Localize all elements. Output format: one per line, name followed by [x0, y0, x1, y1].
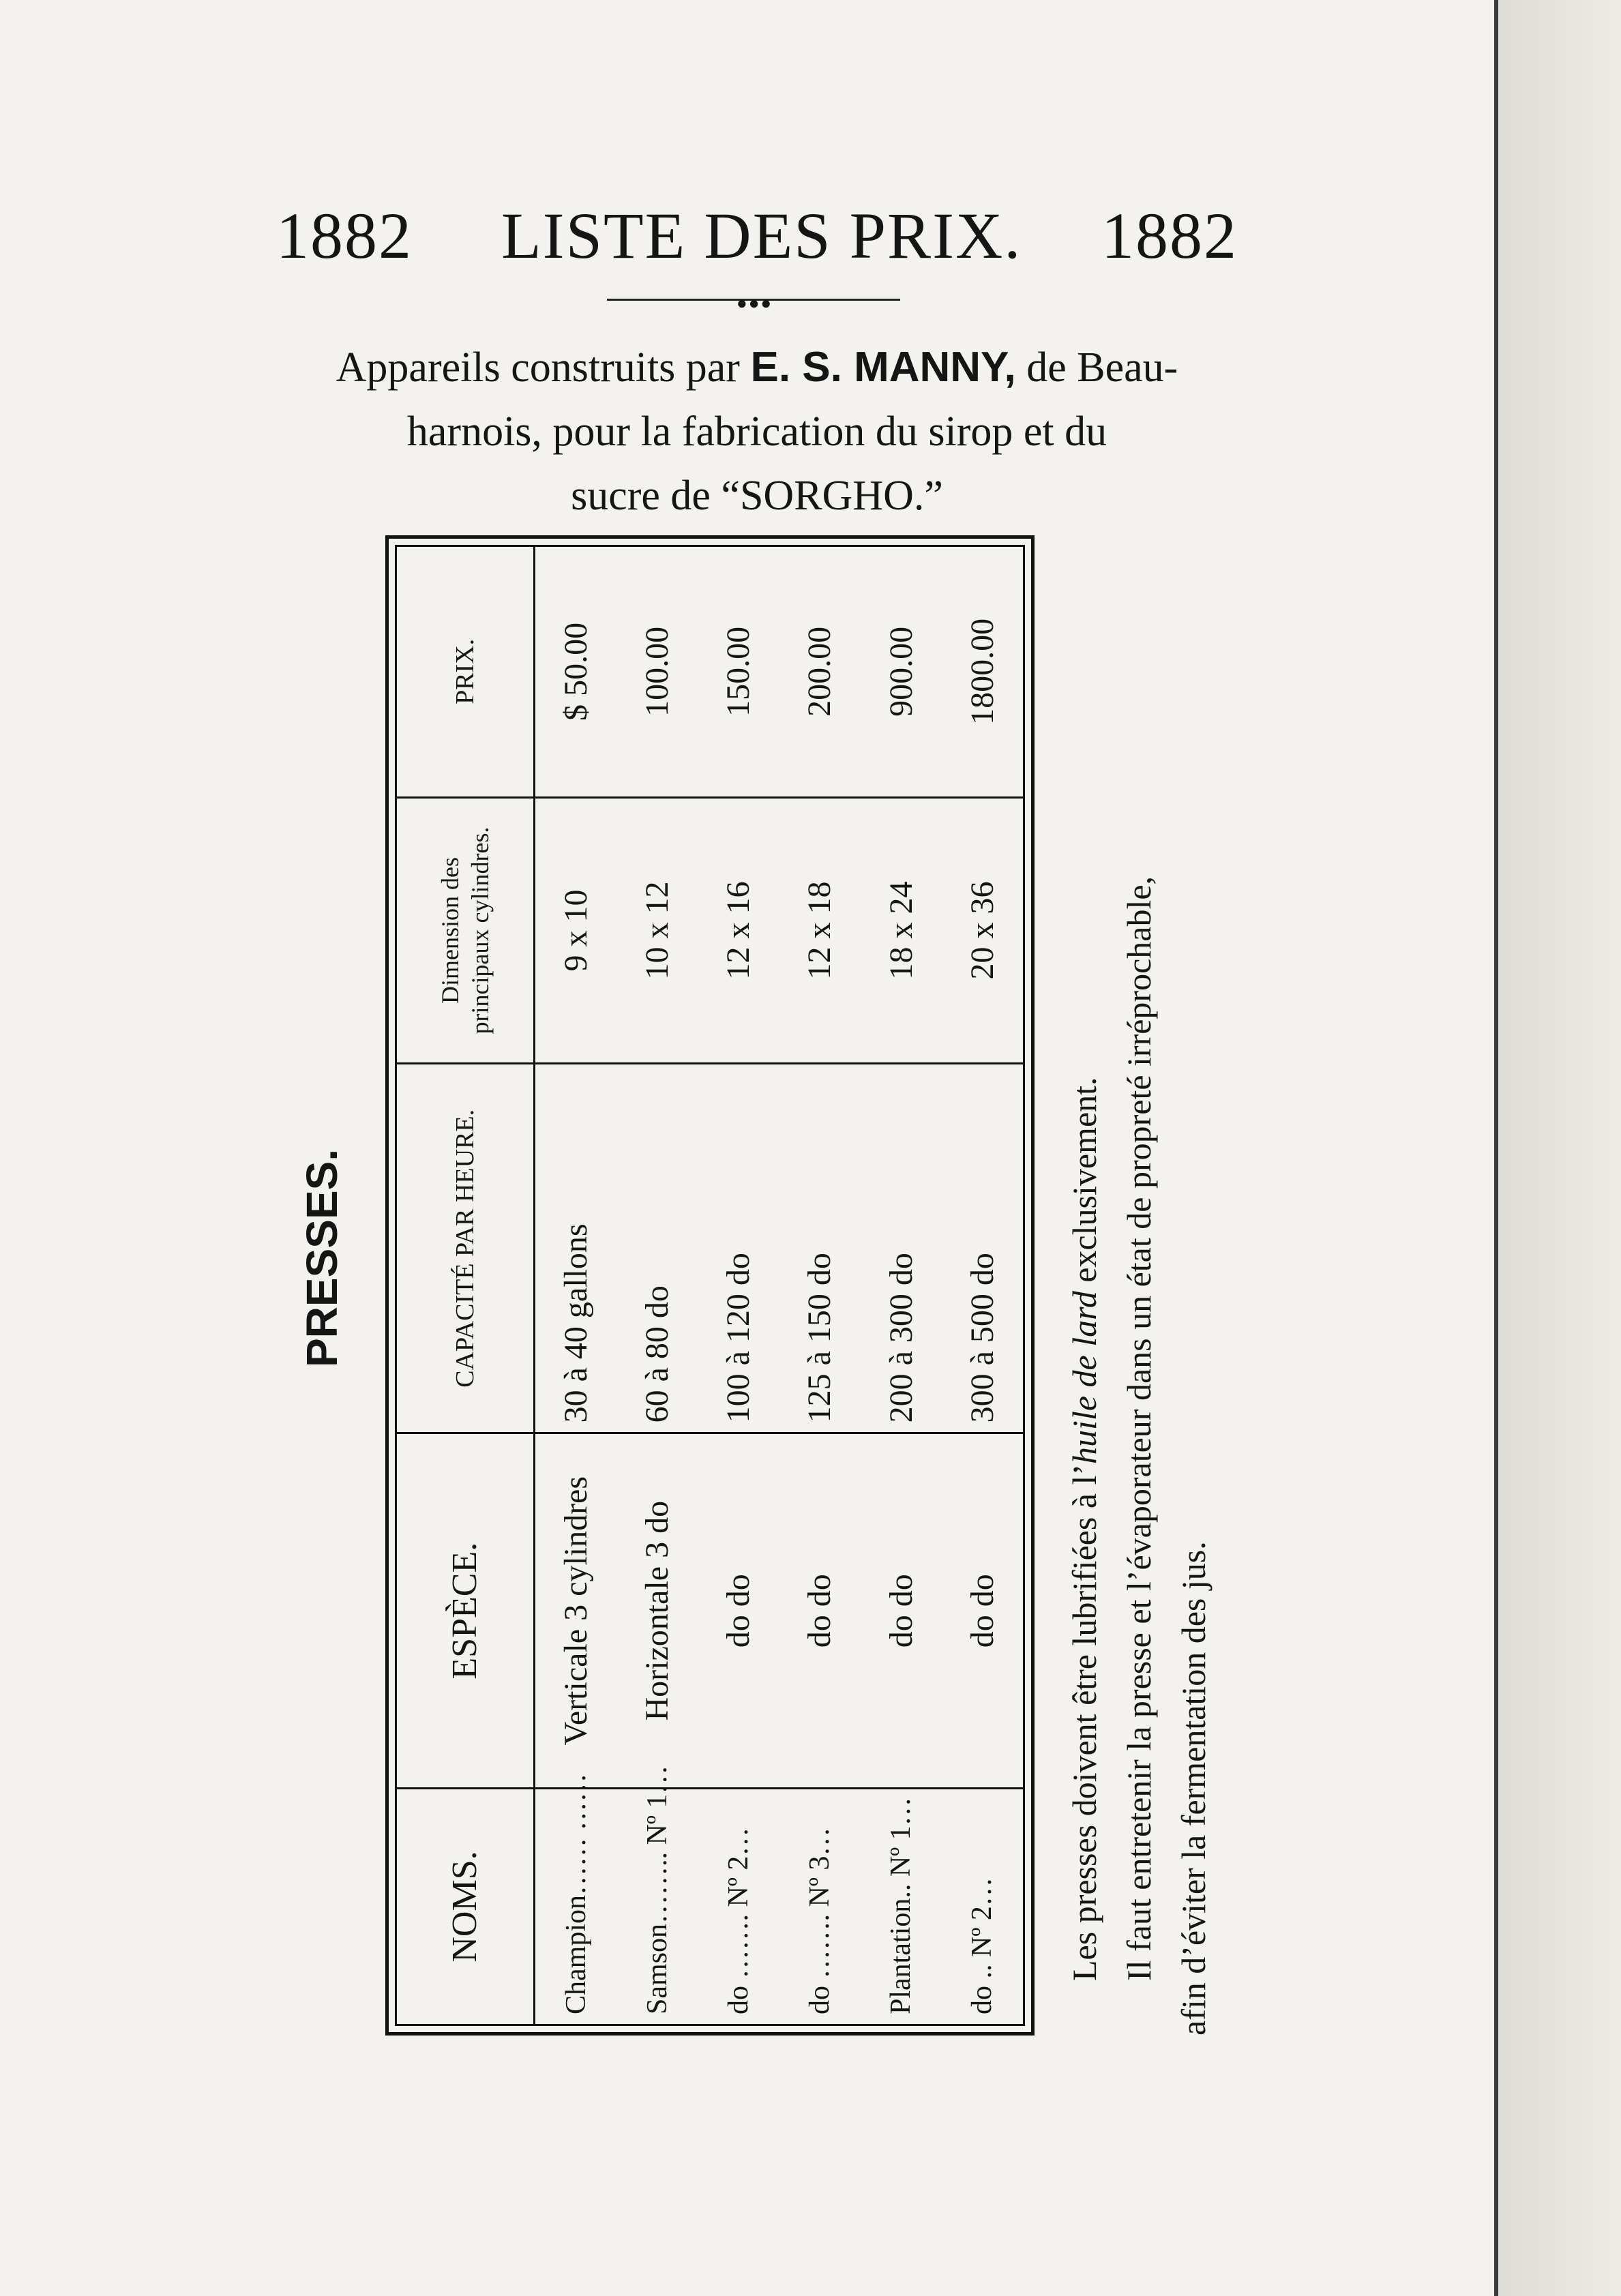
cell-capacite: 100 à 120 do — [698, 1064, 779, 1433]
price-table — [395, 545, 1025, 2026]
cell-capacite: 125 à 150 do — [779, 1064, 860, 1433]
cell-dimension: 12 x 18 — [779, 797, 860, 1063]
note-line-1-pre: Les presses doivent être lubrifiées à l’ — [1065, 1463, 1103, 1981]
cell-espece: Verticale 3 cylindres — [535, 1433, 617, 1789]
subtitle-line1-post: de Beau- — [1015, 344, 1178, 391]
notes — [1057, 535, 1221, 2036]
subtitle-line2: harnois, pour la fabrication du sirop et du — [406, 408, 1107, 455]
cell-prix: 900.00 — [861, 546, 942, 798]
page-header — [276, 198, 1238, 273]
maker-name: E. S. MANNY, — [750, 344, 1016, 391]
note-line-1-post: exclusivement. — [1065, 1077, 1103, 1292]
product-name: SORGHO. — [739, 473, 925, 519]
cell-nom: do .. Nº 2… — [966, 1877, 998, 2014]
cell-dimension: 12 x 16 — [698, 797, 779, 1063]
note-line-1-emphasis: huile de lard — [1065, 1291, 1103, 1464]
table-row — [942, 546, 1024, 2025]
subtitle-line1-pre: Appareils construits par — [336, 344, 751, 391]
cell-prix: 150.00 — [698, 546, 779, 798]
header-capacite: CAPACITÉ PAR HEURE. — [396, 1064, 535, 1433]
cell-capacite: 300 à 500 do — [942, 1064, 1024, 1433]
cell-nom: do ……. Nº 3… — [803, 1827, 835, 2014]
note-line-1 — [1057, 535, 1112, 2036]
cell-nom: Plantation.. Nº 1… — [885, 1797, 917, 2014]
cell-espece: Horizontale 3 do — [616, 1433, 698, 1789]
header-dimension: Dimension des principaux cylindres. — [396, 797, 535, 1063]
header-prix: PRIX. — [396, 546, 535, 798]
cell-prix: 1800.00 — [942, 546, 1024, 798]
page-edge — [1494, 0, 1498, 2296]
table-frame — [385, 535, 1035, 2036]
note-line-2: Il faut entretenir la presse et l’évaporateur dans un état de propreté irréprochable, — [1120, 876, 1158, 1981]
table-row — [698, 546, 779, 2025]
table-row — [535, 546, 617, 2025]
cell-espece: do do — [942, 1433, 1024, 1789]
page-title: LISTE DES PRIX. — [501, 199, 1022, 272]
cell-nom: Champion…… …… — [560, 1773, 592, 2014]
header-espece: ESPÈCE. — [396, 1433, 535, 1789]
table-header-row — [396, 546, 535, 2025]
subtitle-line3-post: ” — [924, 473, 943, 519]
rotated-price-section — [293, 535, 1282, 2036]
note-line-3: afin d’éviter la fermentation des jus. — [1174, 1541, 1213, 2036]
cell-dimension: 20 x 36 — [942, 797, 1024, 1063]
cell-prix: $ 50.00 — [535, 546, 617, 798]
cell-espece: do do — [779, 1433, 860, 1789]
cell-espece: do do — [861, 1433, 942, 1789]
cell-capacite: 60 à 80 do — [616, 1064, 698, 1433]
page-shadow — [1498, 0, 1621, 2296]
cell-dimension: 10 x 12 — [616, 797, 698, 1063]
table-row — [779, 546, 860, 2025]
subtitle-line3-pre: sucre de “ — [571, 473, 740, 519]
table-row — [616, 546, 698, 2025]
subtitle — [211, 336, 1303, 528]
table-row — [861, 546, 942, 2025]
year-right: 1882 — [1101, 199, 1238, 272]
cell-capacite: 200 à 300 do — [861, 1064, 942, 1433]
cell-capacite: 30 à 40 gallons — [535, 1064, 617, 1433]
cell-dimension: 18 x 24 — [861, 797, 942, 1063]
section-title: PRESSES. — [297, 1148, 346, 1367]
year-left: 1882 — [276, 199, 413, 272]
cell-nom: do ……. Nº 2… — [722, 1827, 754, 2014]
header-noms: NOMS. — [396, 1788, 535, 2025]
cell-prix: 100.00 — [616, 546, 698, 798]
cell-nom: Samson…….. Nº 1… — [641, 1765, 673, 2014]
rule-ornament: ●●● — [737, 293, 773, 313]
cell-espece: do do — [698, 1433, 779, 1789]
cell-prix: 200.00 — [779, 546, 860, 798]
cell-dimension: 9 x 10 — [535, 797, 617, 1063]
